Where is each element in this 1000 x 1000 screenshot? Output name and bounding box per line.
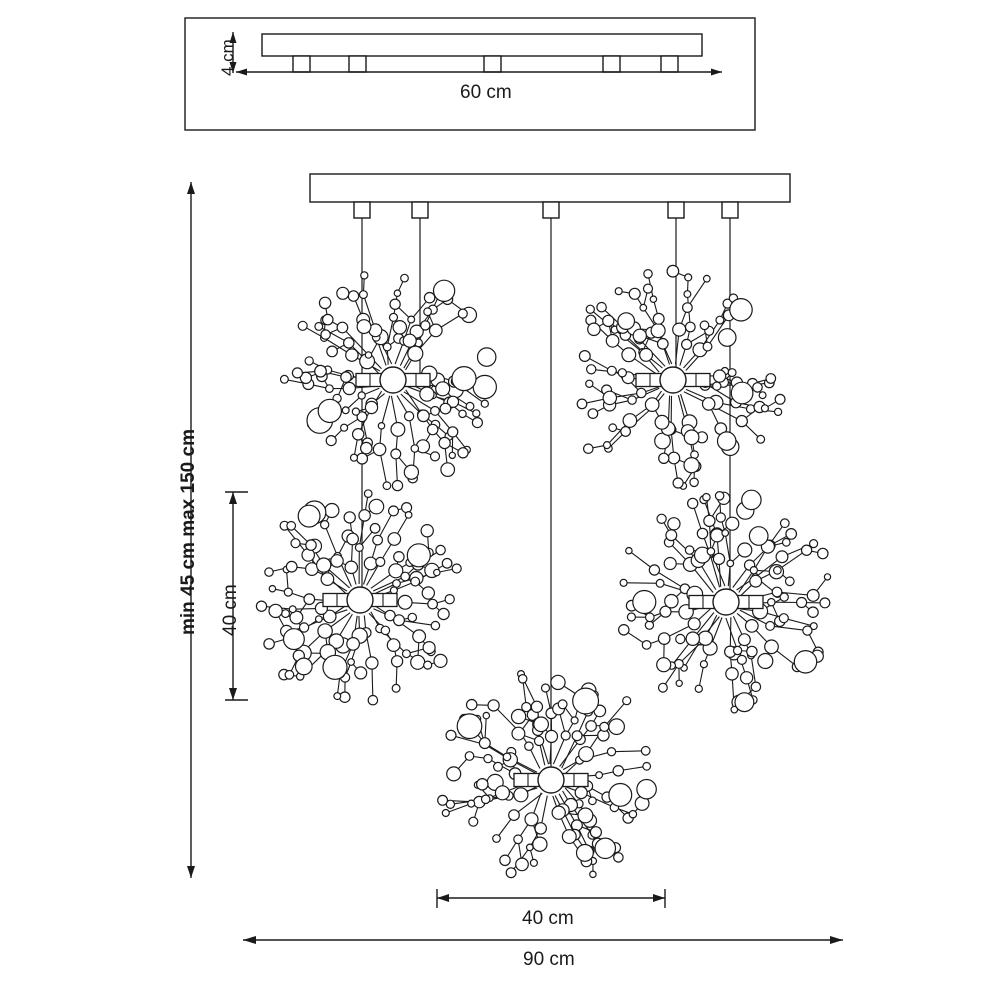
shade-cluster <box>577 265 785 489</box>
shade-cluster <box>619 490 831 713</box>
shade-width-label: 40 cm <box>522 908 574 929</box>
top-view-height-label: 4 cm <box>218 39 237 76</box>
top-view-width-label: 60 cm <box>460 82 512 103</box>
shade-cluster <box>438 671 657 878</box>
overall-width-label: 90 cm <box>523 949 575 970</box>
drop-range-label: min 45 cm max 150 cm <box>178 429 199 635</box>
shade-cluster <box>256 490 461 705</box>
shade-cluster <box>281 272 497 491</box>
shade-height-label: 40 cm <box>220 584 241 636</box>
